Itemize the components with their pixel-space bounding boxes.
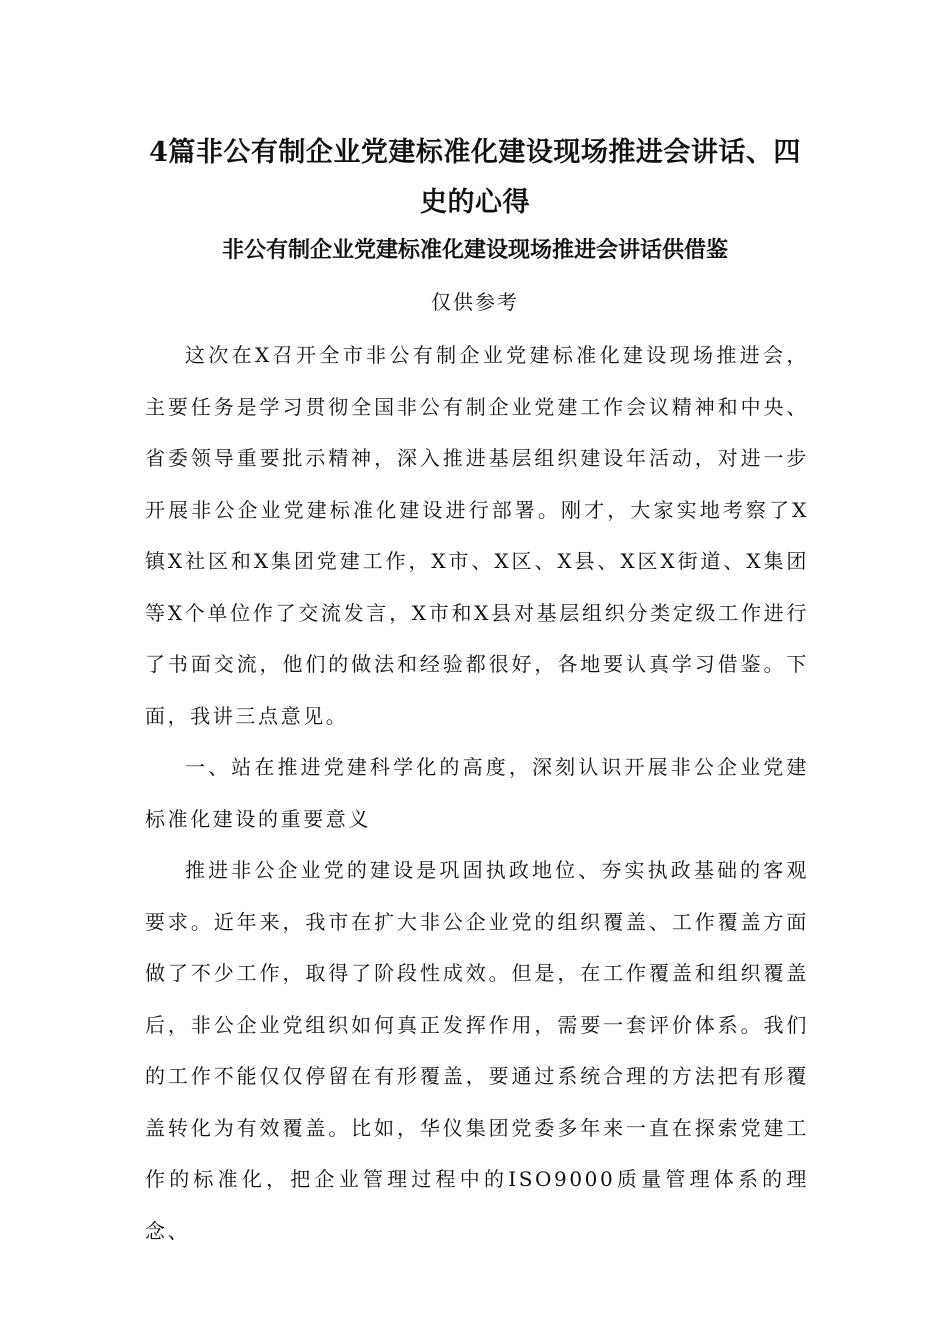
paragraph-intro: 这次在X召开全市非公有制企业党建标准化建设现场推进会，主要任务是学习贯彻全国非公有制企业党建工作会议精神和中央、省委领导重要批示精神，深入推进基层组织建设年活动，对进一步开展非公企业党建标准化建设进行部署。刚才，大家实地考察了X镇X社区和X集团党建工作，X市、X区、X县、X区X街道、X集团等X个单位作了交流发言，X市和X县对基层组织分类定级工作进行了书面交流，他们的做法和经验都很好，各地要认真学习借鉴。下面，我讲三点意见。 [145,343,809,728]
document-title: 4篇非公有制企业党建标准化建设现场推进会讲话、四史的心得 [149,137,801,218]
section-heading-one: 一、站在推进党建科学化的高度，深刻认识开展非公企业党建标准化建设的重要意义 [145,755,809,831]
document-body [145,330,809,1257]
document-subtitle: 非公有制企业党建标准化建设现场推进会讲话供借鉴 [221,237,728,263]
reference-note: 仅供参考 [431,290,519,314]
paragraph-section-one: 推进非公企业党的建设是巩固执政地位、夯实执政基础的客观要求。近年来，我市在扩大非公企业党的组织覆盖、工作覆盖方面做了不少工作，取得了阶段性成效。但是，在工作覆盖和组织覆盖后，非公企业党组织如何真正发挥作用，需要一套评价体系。我们的工作不能仅仅停留在有形覆盖，要通过系统合理的方法把有形覆盖转化为有效覆盖。比如，华仪集团党委多年来一直在探索党建工作的标准化，把企业管理过程中的ISO9000质量管理体系的理念、 [145,858,809,1243]
